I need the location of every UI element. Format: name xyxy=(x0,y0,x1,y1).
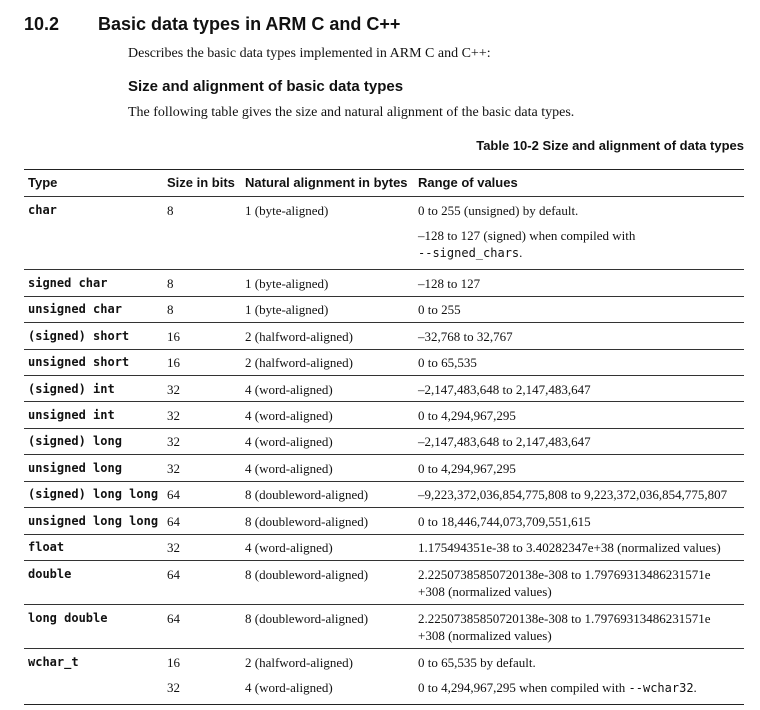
alignment-cell: 4 (word-aligned) xyxy=(245,680,333,695)
range-cell: 2.22507385850720138e-308 to 1.79769313486231571e xyxy=(418,611,711,626)
size-cell: 32 xyxy=(167,680,180,695)
range-cell-continued: +308 (normalized values) xyxy=(418,584,552,599)
range-cell-end: . xyxy=(693,680,697,695)
type-cell: signed char xyxy=(28,276,108,290)
section-description: Describes the basic data types implemented in ARM C and C++: xyxy=(128,46,491,61)
type-cell: unsigned int xyxy=(28,408,115,422)
size-cell: 8 xyxy=(167,302,174,317)
row-divider xyxy=(24,428,744,429)
size-cell: 32 xyxy=(167,434,180,449)
alignment-cell: 8 (doubleword-aligned) xyxy=(245,611,369,626)
type-cell: char xyxy=(28,203,57,217)
row-divider xyxy=(24,322,744,323)
alignment-cell: 4 (word-aligned) xyxy=(245,408,333,423)
range-cell: –9,223,372,036,854,775,808 to 9,223,372,036,854,775,807 xyxy=(418,487,728,502)
size-cell: 64 xyxy=(167,611,180,626)
row-divider xyxy=(24,296,744,297)
type-cell: (signed) short xyxy=(28,329,130,343)
type-cell: float xyxy=(28,540,65,554)
type-cell: unsigned short xyxy=(28,355,130,369)
table-caption: Table 10-2 Size and alignment of data types xyxy=(476,138,744,153)
size-cell: 32 xyxy=(167,408,180,423)
row-divider xyxy=(24,349,744,350)
range-cell: 0 to 18,446,744,073,709,551,615 xyxy=(418,514,591,529)
size-cell: 64 xyxy=(167,567,180,582)
range-cell: 0 to 65,535 by default. xyxy=(418,655,536,670)
table-bottom-rule xyxy=(24,704,744,705)
alignment-cell: 8 (doubleword-aligned) xyxy=(245,487,369,502)
subsection-description: The following table gives the size and natural alignment of the basic data types. xyxy=(128,105,575,120)
size-cell: 8 xyxy=(167,203,174,218)
column-header-size: Size in bits xyxy=(167,175,235,190)
alignment-cell: 4 (word-aligned) xyxy=(245,434,333,449)
alignment-cell: 2 (halfword-aligned) xyxy=(245,355,353,370)
size-cell: 32 xyxy=(167,461,180,476)
range-cell: 1.175494351e-38 to 3.40282347e+38 (normalized values) xyxy=(418,540,721,555)
row-divider xyxy=(24,534,744,535)
range-cell-continued: +308 (normalized values) xyxy=(418,628,552,643)
range-cell: –2,147,483,648 to 2,147,483,647 xyxy=(418,382,591,397)
type-cell: unsigned char xyxy=(28,302,122,316)
size-cell: 16 xyxy=(167,355,180,370)
range-cell xyxy=(418,680,697,696)
alignment-cell: 4 (word-aligned) xyxy=(245,540,333,555)
row-divider xyxy=(24,560,744,561)
alignment-cell: 4 (word-aligned) xyxy=(245,382,333,397)
compiler-option: --wchar32 xyxy=(628,681,694,695)
alignment-cell: 2 (halfword-aligned) xyxy=(245,655,353,670)
column-header-alignment: Natural alignment in bytes xyxy=(245,175,408,190)
size-cell: 32 xyxy=(167,382,180,397)
alignment-cell: 1 (byte-aligned) xyxy=(245,276,329,291)
alignment-cell: 8 (doubleword-aligned) xyxy=(245,514,369,529)
type-cell: double xyxy=(28,567,72,581)
size-cell: 16 xyxy=(167,329,180,344)
header-rule xyxy=(24,196,744,197)
range-cell: 0 to 65,535 xyxy=(418,355,477,370)
type-cell: (signed) long long xyxy=(28,487,159,501)
row-divider xyxy=(24,507,744,508)
size-cell: 32 xyxy=(167,540,180,555)
row-divider xyxy=(24,401,744,402)
range-cell-note-option xyxy=(418,245,522,261)
column-header-range: Range of values xyxy=(418,175,518,190)
range-cell: 2.22507385850720138e-308 to 1.79769313486231571e xyxy=(418,567,711,582)
row-divider xyxy=(24,375,744,376)
range-cell-note: –128 to 127 (signed) when compiled with xyxy=(418,228,636,243)
alignment-cell: 1 (byte-aligned) xyxy=(245,203,329,218)
row-divider xyxy=(24,269,744,270)
type-cell: unsigned long long xyxy=(28,514,159,528)
alignment-cell: 4 (word-aligned) xyxy=(245,461,333,476)
size-cell: 64 xyxy=(167,514,180,529)
alignment-cell: 1 (byte-aligned) xyxy=(245,302,329,317)
alignment-cell: 8 (doubleword-aligned) xyxy=(245,567,369,582)
range-cell: 0 to 4,294,967,295 xyxy=(418,461,516,476)
size-cell: 8 xyxy=(167,276,174,291)
section-number: 10.2 xyxy=(24,14,60,34)
type-cell: long double xyxy=(28,611,108,625)
alignment-cell: 2 (halfword-aligned) xyxy=(245,329,353,344)
range-cell: –128 to 127 xyxy=(418,276,481,291)
row-divider xyxy=(24,604,744,605)
type-cell: wchar_t xyxy=(28,655,79,669)
size-cell: 16 xyxy=(167,655,180,670)
row-divider xyxy=(24,481,744,482)
range-cell-note-end: . xyxy=(519,245,523,260)
row-divider xyxy=(24,648,744,649)
type-cell: unsigned long xyxy=(28,461,122,475)
size-cell: 64 xyxy=(167,487,180,502)
range-cell: 0 to 255 (unsigned) by default. xyxy=(418,203,579,218)
section-title: Basic data types in ARM C and C++ xyxy=(98,14,401,34)
type-cell: (signed) long xyxy=(28,434,122,448)
row-divider xyxy=(24,454,744,455)
range-cell: 0 to 4,294,967,295 xyxy=(418,408,516,423)
subsection-title: Size and alignment of basic data types xyxy=(128,78,404,95)
range-cell-text: 0 to 4,294,967,295 when compiled with xyxy=(418,680,629,695)
range-cell: –32,768 to 32,767 xyxy=(418,329,513,344)
type-cell: (signed) int xyxy=(28,382,115,396)
table-top-rule xyxy=(24,169,744,170)
range-cell: –2,147,483,648 to 2,147,483,647 xyxy=(418,434,591,449)
range-cell: 0 to 255 xyxy=(418,302,461,317)
column-header-type: Type xyxy=(28,175,58,190)
compiler-option: --signed_chars xyxy=(418,246,520,260)
